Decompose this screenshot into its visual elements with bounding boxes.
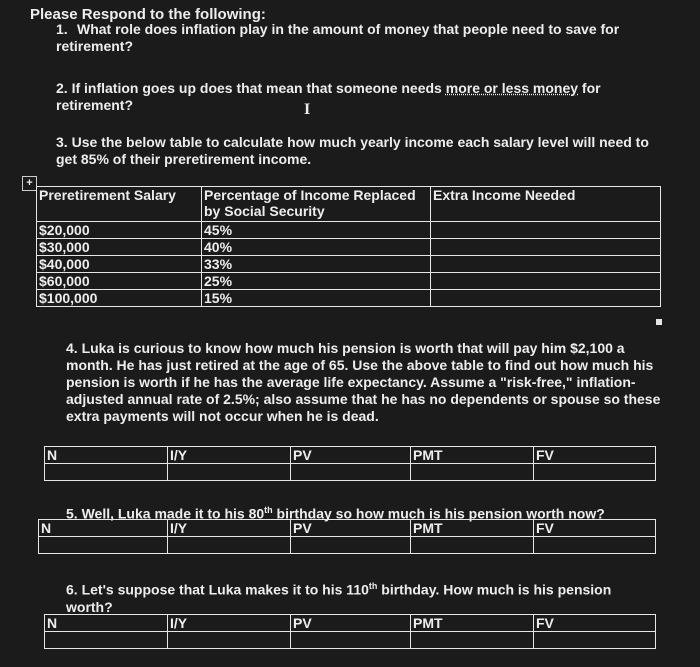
- salary-cell: $100,000: [37, 290, 202, 307]
- tvm-input-pmt[interactable]: [411, 632, 534, 649]
- table-row: [37, 273, 661, 290]
- question-2-text-start: If inflation goes up does that mean that someone needs: [71, 80, 446, 96]
- tvm-header-row: [45, 615, 656, 632]
- table-row: [37, 239, 661, 256]
- question-5-number: 5.: [66, 505, 78, 522]
- page-header: Please Respond to the following:: [30, 6, 266, 23]
- tvm-input-fv[interactable]: [534, 464, 656, 481]
- table-resize-handle-icon[interactable]: [656, 319, 662, 325]
- question-4-number: 4.: [66, 340, 78, 356]
- table-move-handle-icon[interactable]: +: [22, 176, 37, 191]
- header-percentage-replaced: Percentage of Income Replaced by Social Security: [202, 187, 431, 222]
- tvm-input-n[interactable]: [45, 632, 168, 649]
- tvm-header-pv: PV: [291, 447, 411, 464]
- salary-cell: $30,000: [37, 239, 202, 256]
- tvm-input-fv[interactable]: [534, 632, 656, 649]
- tvm-header-fv: FV: [534, 520, 656, 537]
- question-6-number: 6.: [66, 581, 78, 598]
- question-4: [66, 340, 666, 425]
- table-row: [37, 256, 661, 273]
- question-4-text: Luka is curious to know how much his pension is worth that will pay him $2,100 a month. He has just retired at the age of 65. Use the above table to find out how much his pension is worth if he has the average life expectancy. Assume a "risk-free," inflation-adjusted annual rate of 2.5%; also assume that he has no dependents or spouse so these extra payments will not occur when he is dead.: [66, 340, 661, 424]
- tvm-input-pmt[interactable]: [411, 537, 534, 554]
- percentage-cell: 15%: [202, 290, 431, 307]
- question-5-text-start: Well, Luka made it to his 80: [81, 505, 265, 522]
- tvm-table-q4: [44, 446, 656, 481]
- tvm-header-pv: PV: [291, 615, 411, 632]
- salary-cell: $20,000: [37, 222, 202, 239]
- question-6-text-end: birthday. How much is his pension worth?: [66, 581, 612, 615]
- question-6: [66, 578, 661, 616]
- salary-cell: $40,000: [37, 256, 202, 273]
- question-3-text: Use the below table to calculate how much yearly income each salary level will need to get 85% of their preretirement income.: [56, 134, 649, 167]
- question-5-superscript: th: [264, 505, 273, 515]
- more-or-less-money-link[interactable]: more or less money: [445, 80, 579, 96]
- tvm-input-fv[interactable]: [534, 537, 656, 554]
- tvm-input-iy[interactable]: [168, 537, 291, 554]
- extra-income-cell[interactable]: [431, 222, 661, 239]
- table-row: [37, 290, 661, 307]
- extra-income-cell[interactable]: [431, 290, 661, 307]
- tvm-table-q6: [44, 614, 656, 649]
- tvm-header-n: N: [45, 615, 168, 632]
- tvm-input-pmt[interactable]: [411, 464, 534, 481]
- tvm-header-n: N: [39, 520, 168, 537]
- percentage-cell: 25%: [202, 273, 431, 290]
- tvm-input-pv[interactable]: [291, 464, 411, 481]
- table-row: [37, 222, 661, 239]
- tvm-input-pv[interactable]: [291, 632, 411, 649]
- text-cursor-icon: I: [304, 101, 311, 118]
- question-6-text-start: Let's suppose that Luka makes it to his 110: [81, 581, 369, 598]
- tvm-table-q5: [38, 519, 656, 554]
- question-3-number: 3.: [56, 134, 68, 150]
- tvm-header-row: [45, 447, 656, 464]
- salary-table: [36, 186, 661, 307]
- tvm-input-iy[interactable]: [168, 632, 291, 649]
- question-1-text: What role does inflation play in the amount of money that people need to save for retirement?: [56, 21, 620, 54]
- extra-income-cell[interactable]: [431, 273, 661, 290]
- tvm-input-iy[interactable]: [168, 464, 291, 481]
- tvm-header-pmt: PMT: [411, 447, 534, 464]
- tvm-header-pmt: PMT: [411, 615, 534, 632]
- tvm-header-fv: FV: [534, 615, 656, 632]
- tvm-header-pmt: PMT: [411, 520, 534, 537]
- tvm-input-n[interactable]: [39, 537, 168, 554]
- question-2-number: 2.: [56, 80, 68, 96]
- tvm-input-n[interactable]: [45, 464, 168, 481]
- question-6-superscript: th: [368, 581, 378, 591]
- percentage-cell: 33%: [202, 256, 431, 273]
- percentage-cell: 45%: [202, 222, 431, 239]
- tvm-header-n: N: [45, 447, 168, 464]
- tvm-header-iy: I/Y: [168, 615, 291, 632]
- question-3: [56, 134, 656, 168]
- tvm-header-pv: PV: [291, 520, 411, 537]
- table-header-row: [37, 187, 661, 222]
- question-2: [56, 80, 656, 114]
- tvm-header-fv: FV: [534, 447, 656, 464]
- extra-income-cell[interactable]: [431, 256, 661, 273]
- question-2-text-end: for retirement?: [56, 80, 601, 113]
- tvm-header-iy: I/Y: [168, 447, 291, 464]
- tvm-input-row: [45, 632, 656, 649]
- tvm-input-row: [45, 464, 656, 481]
- tvm-input-pv[interactable]: [291, 537, 411, 554]
- header-preretirement-salary: Preretirement Salary: [37, 187, 202, 222]
- header-extra-income-needed: Extra Income Needed: [431, 187, 661, 222]
- tvm-header-row: [39, 520, 656, 537]
- extra-income-cell[interactable]: [431, 239, 661, 256]
- question-5-text-end: birthday so how much is his pension worth now?: [272, 505, 605, 522]
- question-1-number: 1.: [56, 21, 68, 37]
- tvm-header-iy: I/Y: [168, 520, 291, 537]
- tvm-input-row: [39, 537, 656, 554]
- salary-cell: $60,000: [37, 273, 202, 290]
- percentage-cell: 40%: [202, 239, 431, 256]
